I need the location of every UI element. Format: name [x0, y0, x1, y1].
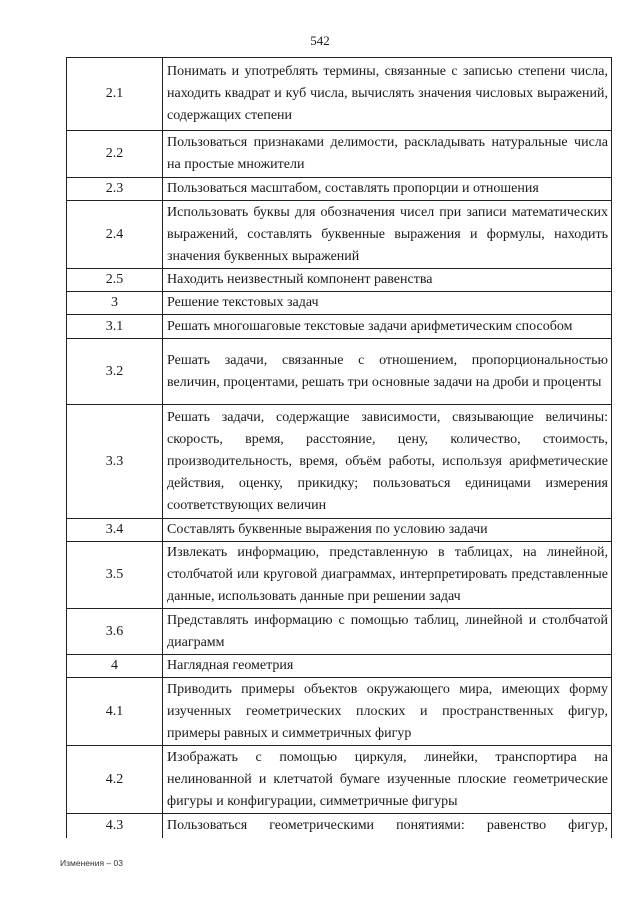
row-text: Наглядная геометрия [163, 655, 612, 678]
table-row [67, 315, 612, 339]
footer-revision-note: Изменения – 03 [60, 858, 123, 868]
table-row [67, 269, 612, 292]
requirements-table [66, 57, 612, 838]
row-text: Приводить примеры объектов окружающего мира, имеющих форму изученных геометрических плоских и пространственных фигур, примеры равных и симметричных фигур [163, 678, 612, 746]
table-row [67, 292, 612, 315]
table-row [67, 609, 612, 655]
row-text: Понимать и употреблять термины, связанные с записью степени числа, находить квадрат и куб числа, вычислять значения числовых выражений, содержащих степени [163, 58, 612, 131]
row-code: 3.4 [67, 519, 163, 542]
row-text: Использовать буквы для обозначения чисел при записи математических выражений, составлять буквенные выражения и формулы, находить значения буквенных выражений [163, 201, 612, 269]
row-text: Пользоваться геометрическими понятиями: равенство фигур, [163, 814, 612, 838]
row-code: 4.3 [67, 814, 163, 838]
row-code: 3 [67, 292, 163, 315]
row-code: 4.1 [67, 678, 163, 746]
table-row [67, 678, 612, 746]
row-text: Пользоваться масштабом, составлять пропорции и отношения [163, 178, 612, 201]
row-text: Решать задачи, содержащие зависимости, связывающие величины: скорость, время, расстояние, цену, количество, стоимость, производительность, время, объём работы, используя арифметические действия, оценку, прикидку; пользоваться единицами измерения соответствующих величин [163, 405, 612, 519]
table-row [67, 131, 612, 178]
row-code: 4.2 [67, 746, 163, 814]
row-code: 3.5 [67, 542, 163, 609]
row-text: Решать многошаговые текстовые задачи арифметическим способом [163, 315, 612, 339]
row-text: Изображать с помощью циркуля, линейки, транспортира на нелинованной и клетчатой бумаге изученные плоские геометрические фигуры и конфигурации, симметричные фигуры [163, 746, 612, 814]
table-row [67, 339, 612, 405]
row-code: 2.4 [67, 201, 163, 269]
table-row [67, 405, 612, 519]
row-text: Представлять информацию с помощью таблиц, линейной и столбчатой диаграмм [163, 609, 612, 655]
row-code: 3.6 [67, 609, 163, 655]
row-text: Решать задачи, связанные с отношением, пропорциональностью величин, процентами, решать три основные задачи на дроби и проценты [163, 339, 612, 405]
row-code: 2.3 [67, 178, 163, 201]
row-code: 3.2 [67, 339, 163, 405]
table-row [67, 746, 612, 814]
row-code: 2.5 [67, 269, 163, 292]
table-row [67, 814, 612, 838]
table-row [67, 519, 612, 542]
table-row [67, 201, 612, 269]
row-text: Пользоваться признаками делимости, раскладывать натуральные числа на простые множители [163, 131, 612, 178]
row-code: 3.1 [67, 315, 163, 339]
row-text: Составлять буквенные выражения по условию задачи [163, 519, 612, 542]
table-row [67, 178, 612, 201]
row-code: 2.2 [67, 131, 163, 178]
row-code: 4 [67, 655, 163, 678]
table-row [67, 58, 612, 131]
table-row [67, 542, 612, 609]
table-row [67, 655, 612, 678]
row-code: 3.3 [67, 405, 163, 519]
row-text: Извлекать информацию, представленную в таблицах, на линейной, столбчатой или круговой диаграммах, интерпретировать представленные данные, использовать данные при решении задач [163, 542, 612, 609]
page-number: 542 [310, 33, 330, 48]
row-text: Находить неизвестный компонент равенства [163, 269, 612, 292]
row-code: 2.1 [67, 58, 163, 131]
row-text: Решение текстовых задач [163, 292, 612, 315]
